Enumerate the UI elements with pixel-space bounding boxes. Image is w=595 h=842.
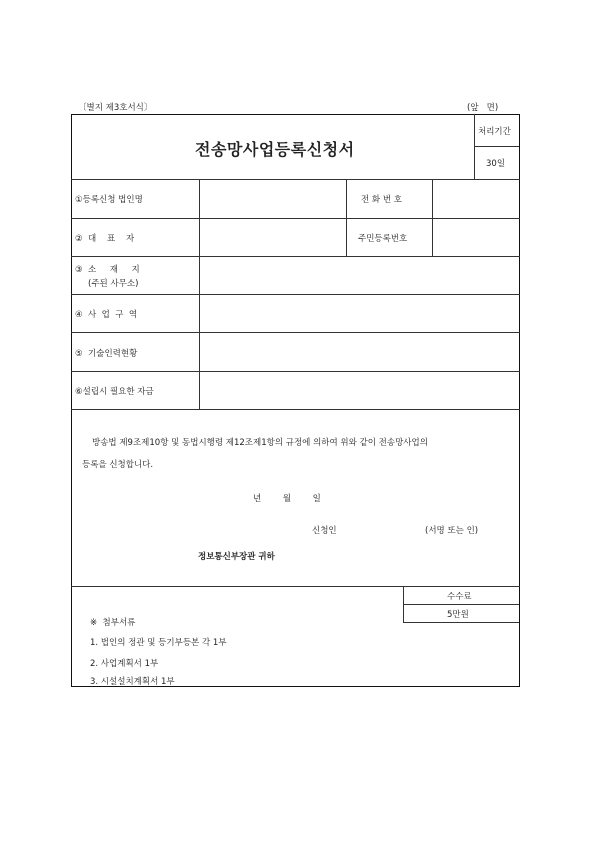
resident-number-label: 주민등록번호: [358, 234, 408, 244]
phone-field[interactable]: [433, 180, 518, 217]
applicant-label: 신청인: [312, 526, 337, 536]
tech-staff-label: ⑤ 기술인력현황: [75, 349, 138, 359]
address-sublabel: (주된 사무소): [88, 279, 139, 289]
corp-name-field[interactable]: [200, 180, 345, 217]
attachment-item: 2. 사업계획서 1부: [90, 659, 159, 669]
required-fund-label: ⑥설립시 필요한 자금: [75, 387, 154, 397]
page-side-label: (앞 면): [467, 103, 499, 113]
application-date: 년 월 일: [253, 494, 321, 504]
processing-period-label: 처리기간: [478, 127, 511, 137]
statement-line-2: 등록을 신청합니다.: [82, 460, 154, 470]
business-area-field[interactable]: [200, 295, 518, 331]
attachment-item: 3. 시설설치계획서 1부: [90, 677, 175, 687]
address-label: ③ 소 재 지: [75, 265, 140, 275]
corp-name-label: ①등록신청 법인명: [75, 195, 143, 205]
form-number: 〔별지 제3호서식〕: [78, 103, 153, 113]
processing-period-value: 30일: [486, 159, 506, 169]
address-field[interactable]: [200, 257, 518, 293]
fee-value: 5만원: [447, 610, 469, 620]
attachments-heading: ※ 첨부서류: [90, 618, 136, 628]
required-fund-field[interactable]: [200, 372, 518, 408]
signature-label: (서명 또는 인): [425, 526, 479, 536]
business-area-label: ④ 사 업 구 역: [75, 310, 138, 320]
resident-number-field[interactable]: [433, 219, 518, 255]
statement-line-1: 방송법 제9조제10항 및 동법시행령 제12조제1항의 규정에 의하여 위와 같이 전송망사업의: [92, 438, 428, 448]
fee-label: 수수료: [447, 592, 472, 602]
representative-field[interactable]: [200, 219, 345, 255]
tech-staff-field[interactable]: [200, 333, 518, 370]
addressee: 정보통신부장관 귀하: [198, 552, 275, 562]
representative-label: ② 대 표 자: [75, 234, 135, 244]
attachment-item: 1. 법인의 정관 및 등기부등본 각 1부: [90, 638, 227, 648]
form-title: 전송망사업등록신청서: [195, 140, 355, 159]
phone-label: 전 화 번 호: [361, 195, 402, 205]
